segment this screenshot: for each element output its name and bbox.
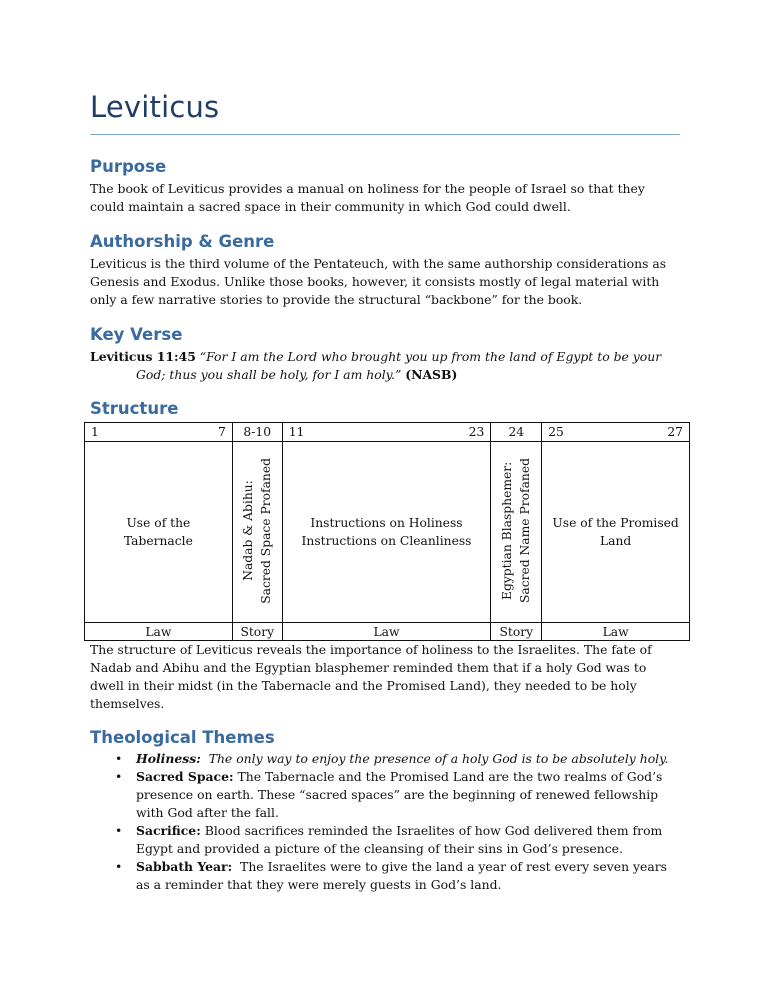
chapter-cell — [542, 423, 690, 442]
theme-item — [136, 768, 736, 822]
section-cell-vertical — [232, 442, 282, 623]
section-title-vertical — [239, 458, 275, 604]
purpose-line: The book of Leviticus provides a manual on holiness for the people of Israel so that they — [90, 181, 645, 196]
section-row — [85, 442, 690, 623]
genre-cell: Law — [85, 623, 233, 641]
section-title: Sacred Name Profaned — [518, 457, 533, 604]
genre-cell: Story — [491, 623, 542, 641]
structure-heading: Structure — [90, 399, 179, 418]
authorship-line: only a few narrative stories to provide the structural “backbone” for the book. — [90, 292, 583, 307]
theme-label: Holiness: — [136, 751, 201, 766]
chapter-cell — [85, 423, 233, 442]
theme-label: Sabbath Year: — [136, 859, 233, 874]
genre-row — [85, 623, 690, 641]
key-verse-version: (NASB) — [405, 367, 458, 382]
theme-item — [136, 822, 736, 858]
section-cell — [85, 442, 233, 623]
section-cell-vertical — [491, 442, 542, 623]
key-verse-quote: “For I am the Lord who brought you up from the land of Egypt to be your — [199, 349, 662, 364]
genre-cell: Law — [282, 623, 491, 641]
section-title: Egyptian Blasphemer: — [500, 461, 515, 600]
authorship-line: Genesis and Exodus. Unlike those books, however, it consists mostly of legal material with — [90, 274, 660, 289]
section-title: Use of the Promised — [552, 516, 679, 530]
theme-item — [136, 750, 736, 768]
key-verse-heading: Key Verse — [90, 325, 183, 344]
section-title-vertical — [498, 458, 534, 603]
chapter-end: 27 — [667, 425, 683, 439]
section-title: Nadab & Abihu: — [241, 480, 256, 581]
chapter-row — [85, 423, 690, 442]
theme-item — [136, 858, 736, 894]
authorship-heading: Authorship & Genre — [90, 232, 275, 251]
chapter-cell: 24 — [491, 423, 542, 442]
section-title: Instructions on Cleanliness — [301, 534, 472, 548]
purpose-paragraph — [90, 180, 690, 216]
genre-cell: Story — [232, 623, 282, 641]
section-title: Tabernacle — [123, 534, 193, 548]
themes-heading: Theological Themes — [90, 728, 275, 747]
structure-summary — [90, 641, 690, 713]
section-title: Sacred Space Profaned — [259, 457, 274, 604]
key-verse-reference: Leviticus 11:45 — [90, 349, 196, 364]
section-cell — [542, 442, 690, 623]
chapter-cell: 8-10 — [232, 423, 282, 442]
summary-line: Nadab and Abihu and the Egyptian blasphemer reminded them that if a holy God was to — [90, 660, 647, 675]
chapter-cell — [282, 423, 491, 442]
chapter-start: 25 — [548, 425, 564, 439]
theme-text: Egypt and provided a picture of the cleansing of their sins in God’s presence. — [136, 841, 623, 856]
theme-label: Sacrifice: — [136, 823, 201, 838]
themes-list — [90, 750, 736, 894]
theme-text: Blood sacrifices reminded the Israelites of how God delivered them from — [200, 823, 663, 838]
chapter-start: 11 — [288, 425, 305, 439]
theme-text: with God after the fall. — [136, 805, 279, 820]
structure-table — [84, 422, 690, 641]
theme-text: The Israelites were to give the land a year of rest every seven years — [232, 859, 667, 874]
theme-text: as a reminder that they were merely guests in God’s land. — [136, 877, 502, 892]
theme-text: presence on earth. These “sacred spaces” are the beginning of renewed fellowship — [136, 787, 659, 802]
purpose-line: could maintain a sacred space in their community in which God could dwell. — [90, 199, 571, 214]
section-title: Land — [599, 534, 632, 548]
purpose-heading: Purpose — [90, 157, 167, 176]
title-divider — [90, 134, 680, 135]
key-verse-line-2 — [90, 366, 690, 384]
key-verse-line-1 — [90, 348, 690, 366]
section-cell — [282, 442, 491, 623]
key-verse-block — [90, 348, 690, 384]
key-verse-quote: God; thus you shall be holy, for I am holy.” — [136, 367, 402, 382]
theme-label: Sacred Space: — [136, 769, 234, 784]
theme-text: The Tabernacle and the Promised Land are the two realms of God’s — [233, 769, 663, 784]
authorship-paragraph — [90, 255, 690, 309]
chapter-end: 23 — [468, 425, 485, 439]
page-title: Leviticus — [90, 90, 220, 124]
section-title: Instructions on Holiness — [310, 516, 463, 530]
authorship-line: Leviticus is the third volume of the Pentateuch, with the same authorship considerations as — [90, 256, 667, 271]
chapter-start: 1 — [91, 425, 99, 439]
section-title: Use of the — [126, 516, 191, 530]
summary-line: dwell in their midst (in the Tabernacle and the Promised Land), they needed to be holy — [90, 678, 637, 693]
theme-text: The only way to enjoy the presence of a holy God is to be absolutely holy. — [200, 751, 669, 766]
summary-line: themselves. — [90, 696, 165, 711]
genre-cell: Law — [542, 623, 690, 641]
chapter-end: 7 — [217, 425, 226, 439]
summary-line: The structure of Leviticus reveals the importance of holiness to the Israelites. The fate of — [90, 642, 652, 657]
